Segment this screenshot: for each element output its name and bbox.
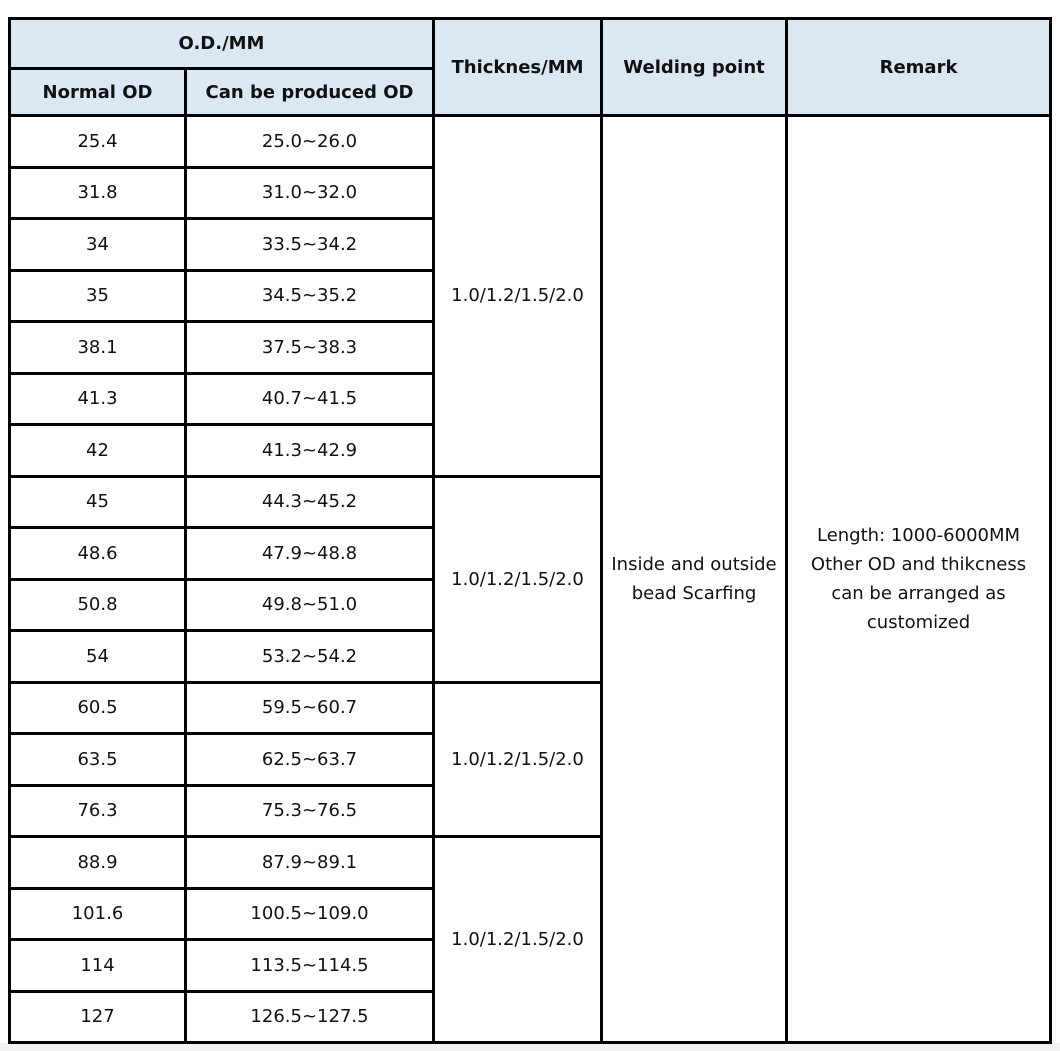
- produced-od-cell: 100.5~109.0: [186, 888, 434, 940]
- produced-od-cell: 113.5~114.5: [186, 940, 434, 992]
- remark-cell: [787, 116, 1051, 1043]
- thickness-cell: 1.0/1.2/1.5/2.0: [434, 837, 602, 1043]
- pipe-spec-table: [8, 17, 1052, 1044]
- thickness-cell: 1.0/1.2/1.5/2.0: [434, 682, 602, 837]
- header-produced-od: Can be produced OD: [186, 69, 434, 116]
- produced-od-cell: 37.5~38.3: [186, 322, 434, 374]
- produced-od-cell: 49.8~51.0: [186, 579, 434, 631]
- remark-line: Length: 1000-6000MM: [816, 525, 1021, 546]
- produced-od-cell: 25.0~26.0: [186, 116, 434, 168]
- produced-od-cell: 53.2~54.2: [186, 631, 434, 683]
- normal-od-cell: 60.5: [10, 682, 186, 734]
- normal-od-cell: 54: [10, 631, 186, 683]
- header-thickness: Thicknes/MM: [434, 19, 602, 116]
- header-remark: Remark: [787, 19, 1051, 116]
- produced-od-cell: 40.7~41.5: [186, 373, 434, 425]
- remark-line: can be arranged as: [831, 583, 1006, 604]
- header-row-1: [10, 19, 1051, 69]
- normal-od-cell: 45: [10, 476, 186, 528]
- page-bottom-band: [0, 1043, 1060, 1051]
- produced-od-cell: 33.5~34.2: [186, 219, 434, 271]
- normal-od-cell: 48.6: [10, 528, 186, 580]
- normal-od-cell: 76.3: [10, 785, 186, 837]
- produced-od-cell: 41.3~42.9: [186, 425, 434, 477]
- header-normal-od: Normal OD: [10, 69, 186, 116]
- header-od-group: O.D./MM: [10, 19, 434, 69]
- normal-od-cell: 31.8: [10, 167, 186, 219]
- normal-od-cell: 35: [10, 270, 186, 322]
- normal-od-cell: 114: [10, 940, 186, 992]
- normal-od-cell: 34: [10, 219, 186, 271]
- normal-od-cell: 101.6: [10, 888, 186, 940]
- normal-od-cell: 42: [10, 425, 186, 477]
- remark-line: customized: [866, 612, 971, 633]
- normal-od-cell: 25.4: [10, 116, 186, 168]
- produced-od-cell: 59.5~60.7: [186, 682, 434, 734]
- welding-point-line: Inside and outside: [611, 554, 777, 575]
- header-welding-point: Welding point: [602, 19, 787, 116]
- produced-od-cell: 126.5~127.5: [186, 991, 434, 1043]
- remark-line: Other OD and thikcness: [810, 554, 1027, 575]
- normal-od-cell: 50.8: [10, 579, 186, 631]
- normal-od-cell: 38.1: [10, 322, 186, 374]
- normal-od-cell: 63.5: [10, 734, 186, 786]
- produced-od-cell: 31.0~32.0: [186, 167, 434, 219]
- thickness-cell: 1.0/1.2/1.5/2.0: [434, 116, 602, 477]
- table-row: [10, 116, 1051, 168]
- produced-od-cell: 34.5~35.2: [186, 270, 434, 322]
- produced-od-cell: 47.9~48.8: [186, 528, 434, 580]
- welding-point-line: bead Scarfing: [631, 583, 757, 604]
- thickness-cell: 1.0/1.2/1.5/2.0: [434, 476, 602, 682]
- produced-od-cell: 87.9~89.1: [186, 837, 434, 889]
- normal-od-cell: 88.9: [10, 837, 186, 889]
- welding-point-cell: [602, 116, 787, 1043]
- produced-od-cell: 44.3~45.2: [186, 476, 434, 528]
- normal-od-cell: 41.3: [10, 373, 186, 425]
- normal-od-cell: 127: [10, 991, 186, 1043]
- produced-od-cell: 75.3~76.5: [186, 785, 434, 837]
- produced-od-cell: 62.5~63.7: [186, 734, 434, 786]
